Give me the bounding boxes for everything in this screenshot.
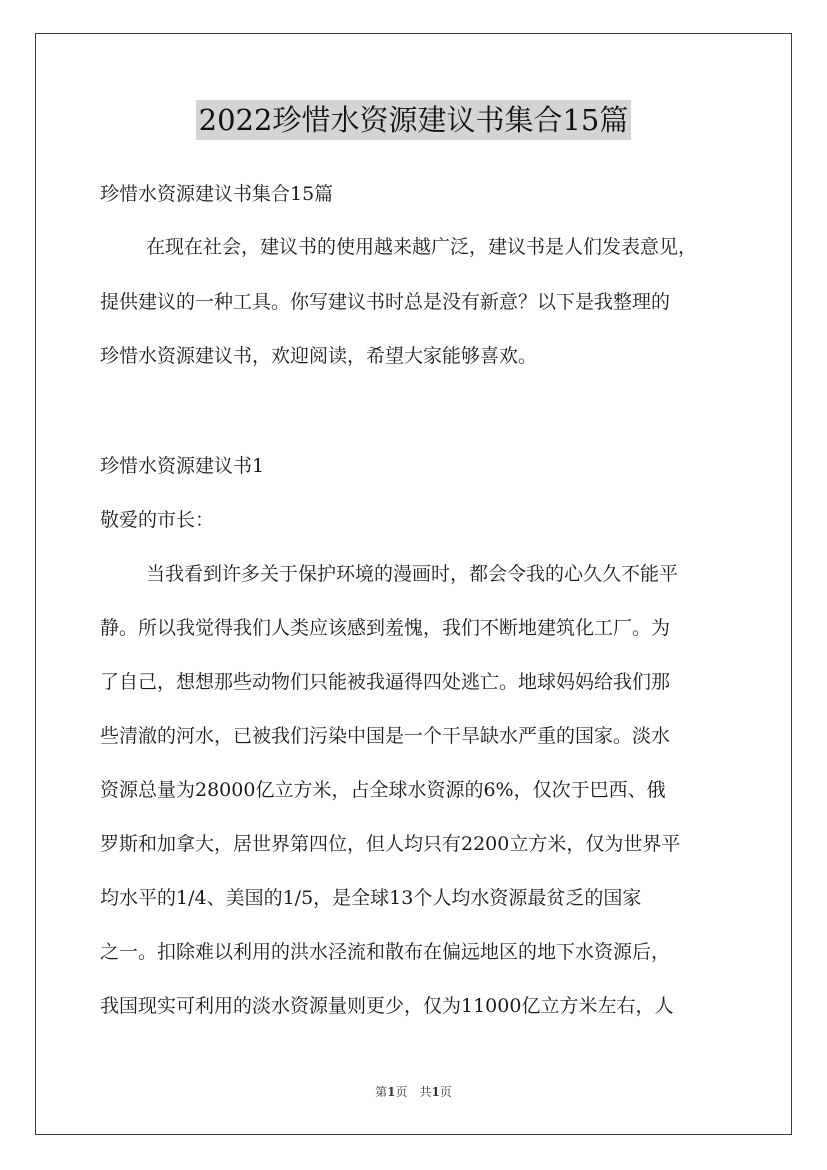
body-line-5: 资源总量为28000亿立方米，占全球水资源的6%，仅次于巴西、俄 xyxy=(100,779,666,801)
body-line-7: 均水平的1/4、美国的1/5，是全球13个人均水资源最贫乏的国家 xyxy=(100,887,642,909)
footer-suffix: 页 xyxy=(439,1085,452,1099)
intro-line-2: 提供建议的一种工具。你写建议书时总是没有新意？以下是我整理的 xyxy=(100,291,671,313)
footer-prefix: 第 xyxy=(375,1085,388,1099)
intro-line-1: 在现在社会，建议书的使用越来越广泛，建议书是人们发表意见， xyxy=(146,236,698,258)
body-line-1: 当我看到许多关于保护环境的漫画时，都会令我的心久久不能平 xyxy=(146,563,679,585)
document-title: 2022珍惜水资源建议书集合15篇 xyxy=(196,100,632,140)
footer-total-pages: 1 xyxy=(431,1085,440,1099)
footer-page-number: 1 xyxy=(387,1085,396,1099)
salutation: 敬爱的市长： xyxy=(100,509,215,531)
body-line-6: 罗斯和加拿大，居世界第四位，但人均只有2200立方米，仅为世界平 xyxy=(100,833,681,855)
body-line-3: 了自己，想想那些动物们只能被我逼得四处逃亡。地球妈妈给我们那 xyxy=(100,671,671,693)
body-line-4: 些清澈的河水，已被我们污染中国是一个干旱缺水严重的国家。淡水 xyxy=(100,725,671,747)
title-container xyxy=(0,100,827,140)
body-line-8: 之一。扣除难以利用的洪水泾流和散布在偏远地区的地下水资源后， xyxy=(100,941,671,963)
footer-mid: 页 共 xyxy=(395,1085,432,1099)
section-heading: 珍惜水资源建议书1 xyxy=(100,455,265,477)
body-line-2: 静。所以我觉得我们人类应该感到羞愧，我们不断地建筑化工厂。为 xyxy=(100,617,671,639)
document-subtitle: 珍惜水资源建议书集合15篇 xyxy=(100,183,334,205)
body-line-9: 我国现实可利用的淡水资源量则更少，仅为11000亿立方米左右，人 xyxy=(100,995,674,1017)
intro-line-3: 珍惜水资源建议书，欢迎阅读，希望大家能够喜欢。 xyxy=(100,345,538,367)
page-footer xyxy=(0,1083,827,1100)
